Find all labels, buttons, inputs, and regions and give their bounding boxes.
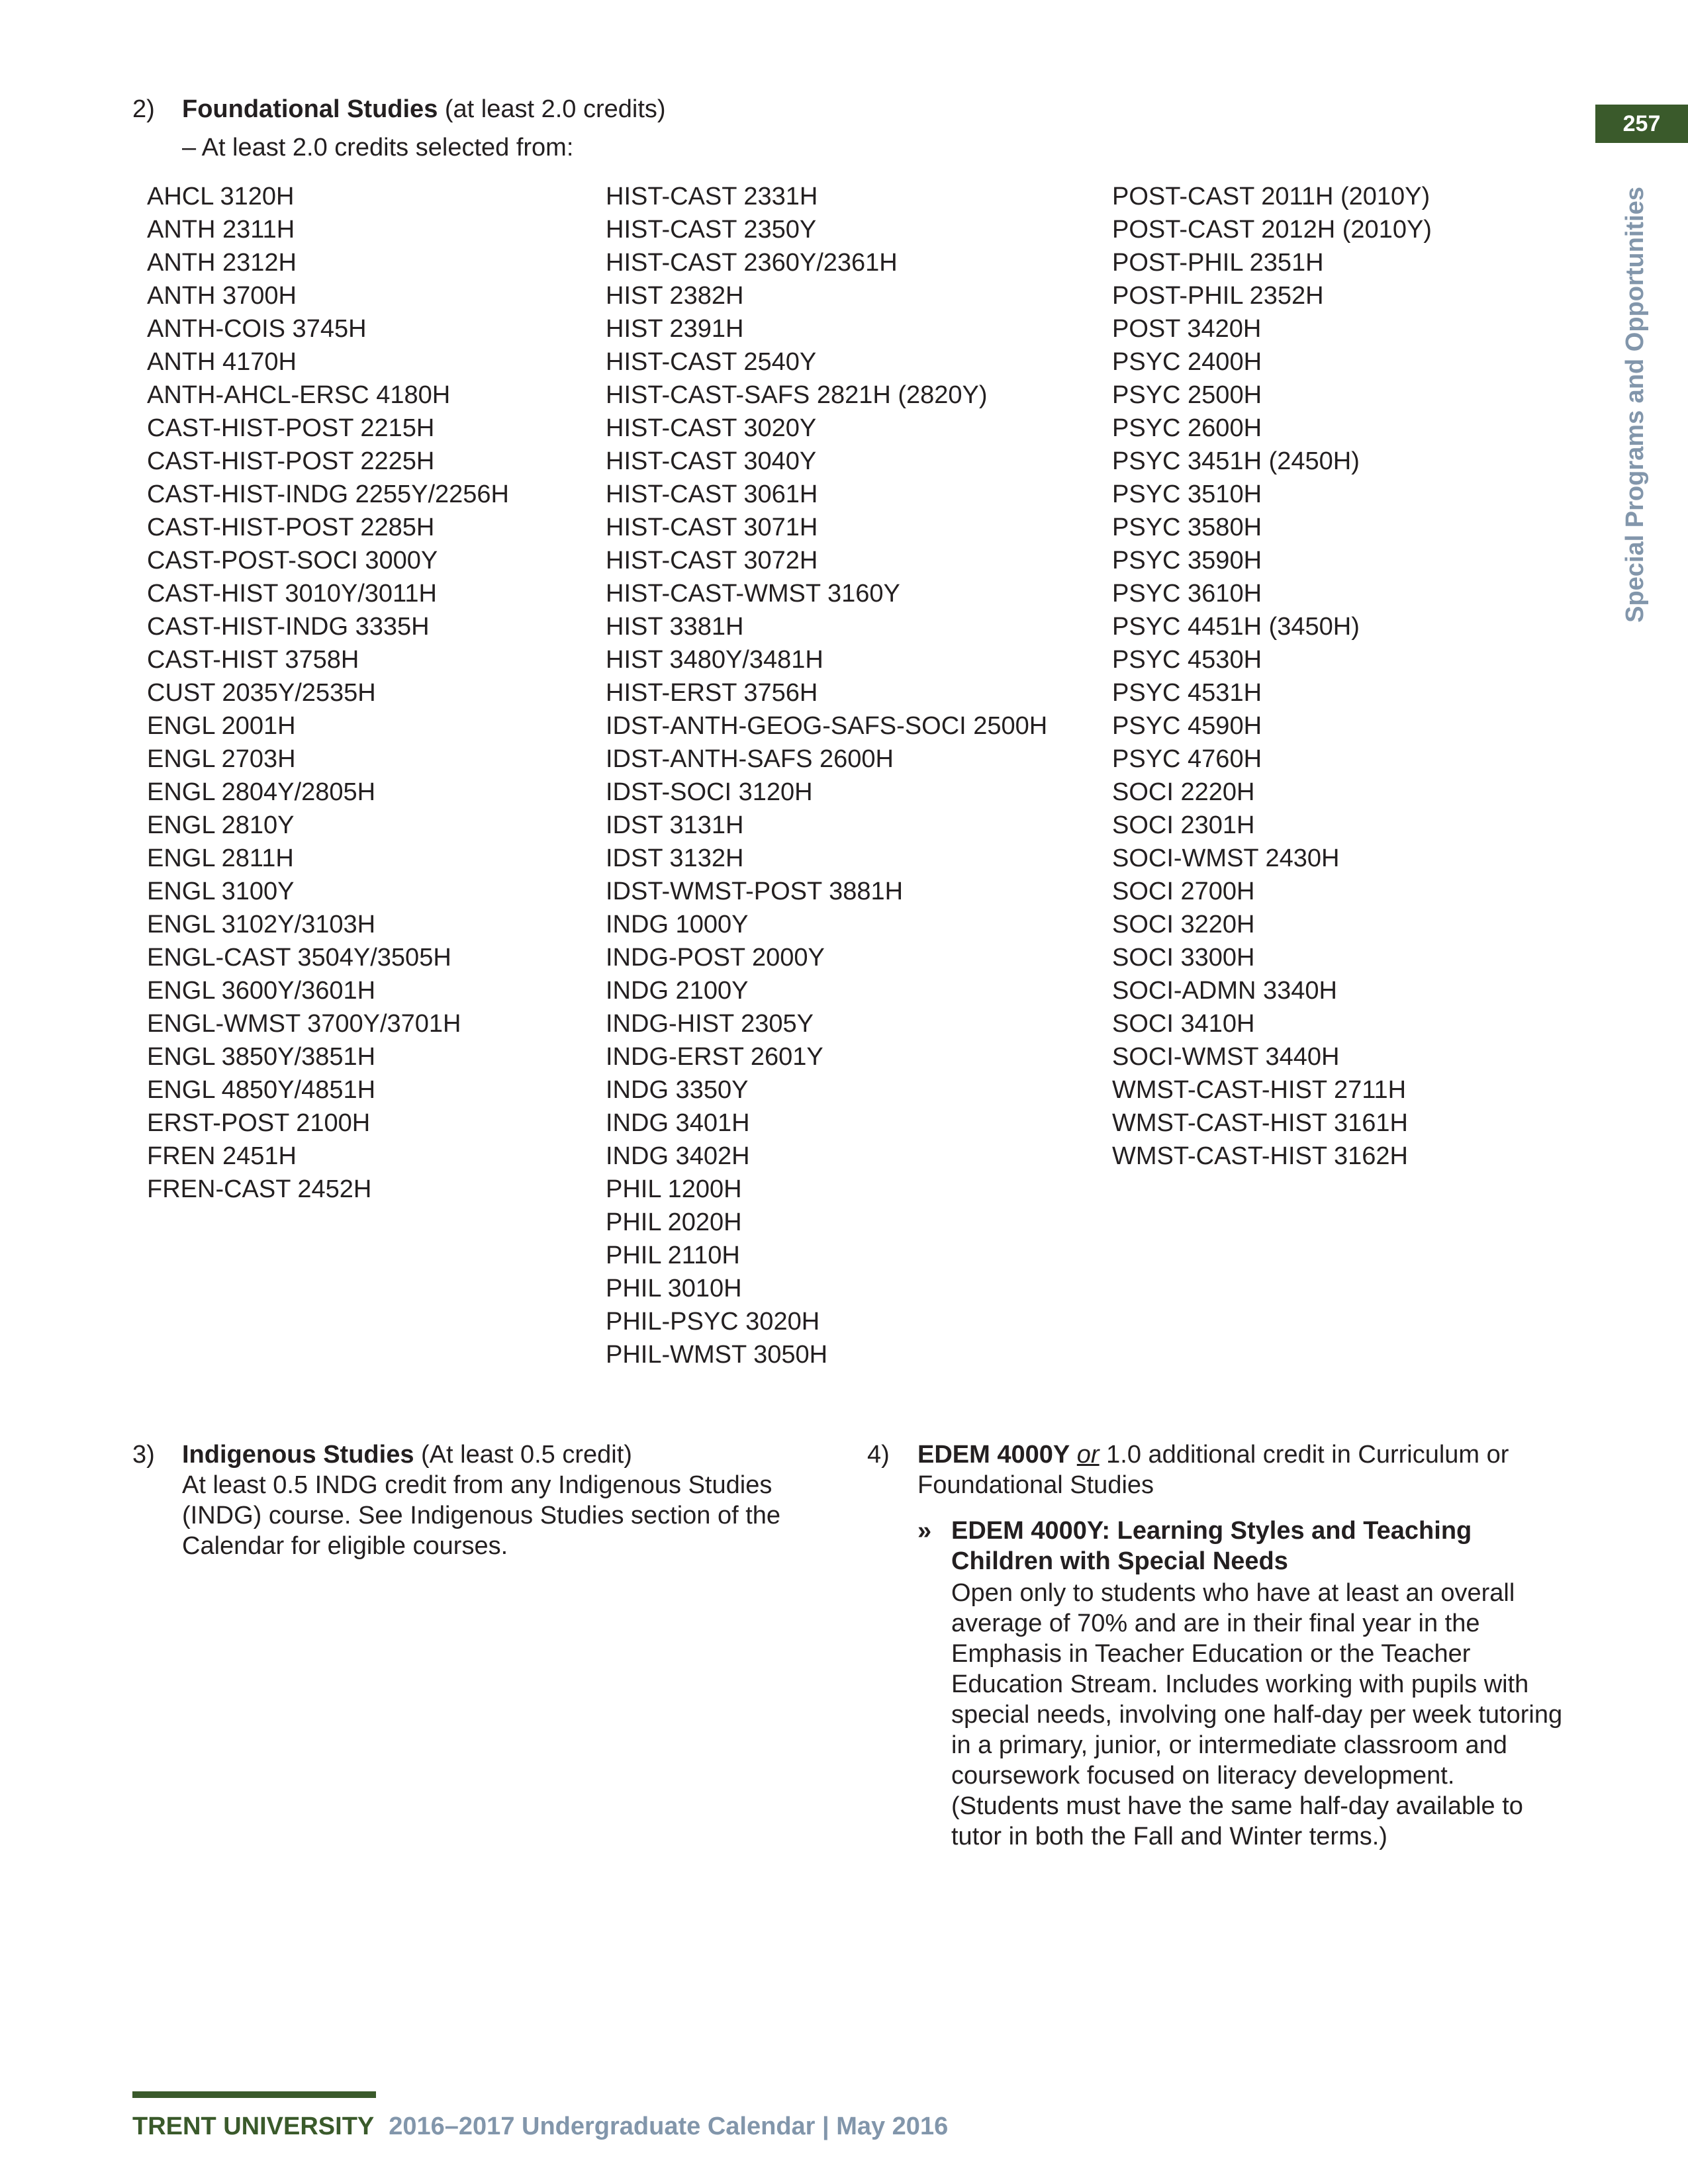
footer-rule <box>132 2091 376 2098</box>
course-item: IDST 3131H <box>606 811 744 839</box>
course-item: ENGL 2810Y <box>147 811 295 839</box>
section-3-title-note: (At least 0.5 credit) <box>421 1441 632 1469</box>
course-item: ENGL 3600Y/3601H <box>147 977 376 1005</box>
course-item: SOCI-WMST 2430H <box>1112 844 1340 872</box>
course-item: INDG 3401H <box>606 1109 750 1137</box>
section-3-block <box>182 1439 844 1561</box>
course-item: IDST-WMST-POST 3881H <box>606 878 904 905</box>
course-item: ANTH 3700H <box>147 282 297 310</box>
course-item: CAST-HIST-POST 2225H <box>147 447 435 475</box>
side-label-text: Special Programs and Opportunities <box>1620 186 1649 623</box>
course-item: HIST-CAST-WMST 3160Y <box>606 580 900 608</box>
course-item: PHIL-WMST 3050H <box>606 1341 828 1369</box>
course-item: ENGL 4850Y/4851H <box>147 1076 376 1104</box>
course-item: SOCI 3300H <box>1112 944 1255 972</box>
course-item: PSYC 4451H (3450H) <box>1112 613 1360 641</box>
course-item: ENGL 2703H <box>147 745 296 773</box>
course-item: SOCI-WMST 3440H <box>1112 1043 1340 1071</box>
course-item: INDG 3402H <box>606 1142 750 1170</box>
course-item: POST-CAST 2012H (2010Y) <box>1112 216 1432 244</box>
course-item: CAST-HIST-INDG 2255Y/2256H <box>147 480 509 508</box>
course-item: PSYC 3580H <box>1112 514 1262 541</box>
course-item: POST-PHIL 2352H <box>1112 282 1324 310</box>
course-item: INDG-POST 2000Y <box>606 944 825 972</box>
course-item: FREN-CAST 2452H <box>147 1175 372 1203</box>
course-item: WMST-CAST-HIST 3161H <box>1112 1109 1408 1137</box>
course-item: HIST-CAST 2360Y/2361H <box>606 249 898 277</box>
course-item: INDG 1000Y <box>606 911 749 938</box>
section-4-or: or <box>1076 1441 1100 1469</box>
bullet-icon: » <box>917 1517 932 1545</box>
section-2-title-note: (at least 2.0 credits) <box>444 95 666 123</box>
course-item: PSYC 3451H (2450H) <box>1112 447 1360 475</box>
course-item: HIST-CAST 2540Y <box>606 348 817 376</box>
page-number-badge: 257 <box>1595 105 1688 143</box>
course-item: HIST 3480Y/3481H <box>606 646 823 674</box>
course-item: CAST-HIST 3758H <box>147 646 359 674</box>
course-item: PSYC 3610H <box>1112 580 1262 608</box>
footer-calendar: 2016–2017 Undergraduate Calendar | May 2016 <box>389 2113 949 2140</box>
course-item: SOCI-ADMN 3340H <box>1112 977 1337 1005</box>
course-item: PSYC 4531H <box>1112 679 1262 707</box>
section-4-number: 4) <box>867 1441 890 1469</box>
course-list-column-1 <box>147 180 509 1206</box>
course-item: HIST 2391H <box>606 315 744 343</box>
course-item: POST-PHIL 2351H <box>1112 249 1324 277</box>
course-item: SOCI 2220H <box>1112 778 1255 806</box>
section-side-label <box>1615 169 1655 639</box>
course-item: CUST 2035Y/2535H <box>147 679 376 707</box>
course-item: FREN 2451H <box>147 1142 297 1170</box>
course-item: CAST-HIST-POST 2285H <box>147 514 435 541</box>
course-item: INDG-ERST 2601Y <box>606 1043 823 1071</box>
course-item: CAST-POST-SOCI 3000Y <box>147 547 438 574</box>
course-item: PHIL 1200H <box>606 1175 742 1203</box>
course-item: ANTH 4170H <box>147 348 297 376</box>
course-item: PHIL 2110H <box>606 1242 740 1269</box>
course-item: CAST-HIST 3010Y/3011H <box>147 580 437 608</box>
section-2-number: 2) <box>132 95 155 123</box>
section-4-rest: 1.0 additional credit in Curriculum or Foundational Studies <box>917 1441 1509 1499</box>
course-item: PHIL-PSYC 3020H <box>606 1308 820 1336</box>
course-item: ENGL-WMST 3700Y/3701H <box>147 1010 461 1038</box>
course-item: PSYC 4760H <box>1112 745 1262 773</box>
course-item: HIST-CAST 3071H <box>606 514 818 541</box>
course-item: IDST-SOCI 3120H <box>606 778 813 806</box>
course-item: HIST-CAST 3072H <box>606 547 818 574</box>
course-item: ENGL 2804Y/2805H <box>147 778 376 806</box>
course-item: PSYC 2500H <box>1112 381 1262 409</box>
course-item: IDST 3132H <box>606 844 744 872</box>
course-item: ANTH-AHCL-ERSC 4180H <box>147 381 451 409</box>
course-item: INDG 2100Y <box>606 977 749 1005</box>
course-item: HIST-CAST 3020Y <box>606 414 817 442</box>
course-item: ENGL 3102Y/3103H <box>147 911 376 938</box>
course-item: PSYC 3510H <box>1112 480 1262 508</box>
course-item: AHCL 3120H <box>147 183 295 210</box>
course-item: POST-CAST 2011H (2010Y) <box>1112 183 1430 210</box>
course-item: PHIL 2020H <box>606 1208 742 1236</box>
course-item: PSYC 2600H <box>1112 414 1262 442</box>
course-item: HIST-CAST 3040Y <box>606 447 817 475</box>
course-item: ENGL 3850Y/3851H <box>147 1043 376 1071</box>
section-4-subtitle: EDEM 4000Y: Learning Styles and Teaching Children with Special Needs <box>951 1517 1472 1575</box>
course-item: ENGL 3100Y <box>147 878 295 905</box>
course-item: PHIL 3010H <box>606 1275 742 1302</box>
course-item: PSYC 4590H <box>1112 712 1262 740</box>
section-4-block <box>917 1439 1553 1500</box>
footer-university: TRENT UNIVERSITY <box>132 2113 375 2140</box>
section-4-description: Open only to students who have at least an overall average of 70% and are in their final year in the Emphasis in Teacher Education or the Teacher Education Stream. Includes working with pupils with special needs, involving one half-day per week tutoring in a primary, junior, or intermediate classroom and coursework focused on literacy development. (Students must have the same half-day available to tutor in both the Fall and Winter terms.) <box>951 1579 1563 1850</box>
course-item: ERST-POST 2100H <box>147 1109 371 1137</box>
course-item: ANTH 2311H <box>147 216 295 244</box>
course-item: ENGL-CAST 3504Y/3505H <box>147 944 451 972</box>
section-2-subtitle: – At least 2.0 credits selected from: <box>182 134 574 161</box>
course-item: ANTH 2312H <box>147 249 297 277</box>
section-3-body: At least 0.5 INDG credit from any Indigenous Studies (INDG) course. See Indigenous Studies section of the Calendar for eligible courses. <box>182 1471 781 1560</box>
course-item: IDST-ANTH-SAFS 2600H <box>606 745 894 773</box>
course-item: HIST-ERST 3756H <box>606 679 818 707</box>
section-3-number: 3) <box>132 1441 155 1469</box>
course-item: PSYC 3590H <box>1112 547 1262 574</box>
course-item: SOCI 2700H <box>1112 878 1255 905</box>
footer <box>132 2113 948 2141</box>
course-item: HIST 3381H <box>606 613 744 641</box>
section-3-title: Indigenous Studies <box>182 1441 414 1469</box>
course-list-column-2 <box>606 180 1047 1371</box>
course-item: ANTH-COIS 3745H <box>147 315 367 343</box>
course-item: HIST-CAST 2350Y <box>606 216 817 244</box>
course-item: CAST-HIST-INDG 3335H <box>147 613 430 641</box>
course-item: POST 3420H <box>1112 315 1262 343</box>
course-item: SOCI 2301H <box>1112 811 1255 839</box>
course-item: ENGL 2811H <box>147 844 294 872</box>
course-item: SOCI 3410H <box>1112 1010 1255 1038</box>
course-item: ENGL 2001H <box>147 712 296 740</box>
section-2-title: Foundational Studies <box>182 95 438 123</box>
course-item: IDST-ANTH-GEOG-SAFS-SOCI 2500H <box>606 712 1048 740</box>
course-list-column-3 <box>1112 180 1432 1173</box>
section-4-course: EDEM 4000Y <box>917 1441 1070 1469</box>
course-item: HIST-CAST 3061H <box>606 480 818 508</box>
course-item: PSYC 2400H <box>1112 348 1262 376</box>
course-item: HIST-CAST 2331H <box>606 183 818 210</box>
course-item: SOCI 3220H <box>1112 911 1255 938</box>
course-item: HIST-CAST-SAFS 2821H (2820Y) <box>606 381 988 409</box>
course-item: WMST-CAST-HIST 3162H <box>1112 1142 1408 1170</box>
section-2-heading <box>182 94 666 124</box>
course-item: CAST-HIST-POST 2215H <box>147 414 435 442</box>
course-item: INDG-HIST 2305Y <box>606 1010 814 1038</box>
course-item: HIST 2382H <box>606 282 744 310</box>
course-item: PSYC 4530H <box>1112 646 1262 674</box>
course-item: INDG 3350Y <box>606 1076 749 1104</box>
course-item: WMST-CAST-HIST 2711H <box>1112 1076 1407 1104</box>
